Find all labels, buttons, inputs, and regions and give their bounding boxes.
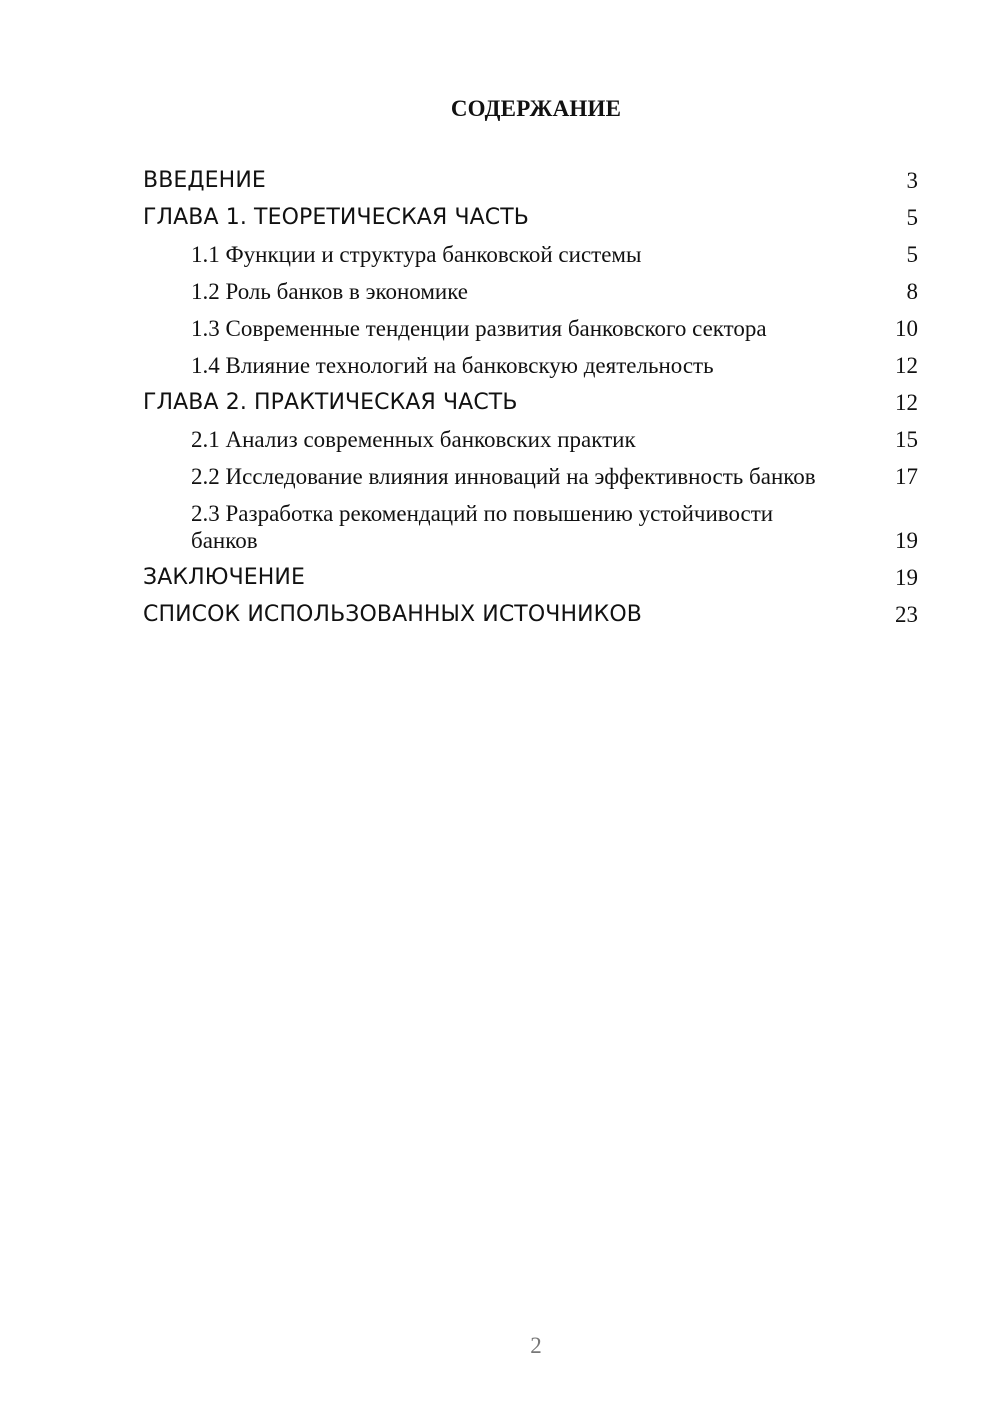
toc-entry-chapter-2 [143,389,918,416]
toc-entry-text: 1.1 Функции и структура банковской системы [191,242,642,267]
toc-entry-page: 12 [895,390,918,415]
toc-entry-page: 8 [906,279,918,304]
toc-entry-chapter-1 [143,204,918,231]
toc-entry-page: 19 [895,565,918,590]
toc-entry-section-1-4 [143,352,918,379]
toc-entry-text: 2.2 Исследование влияния инноваций на эффективность банков [191,464,816,489]
toc-entry-text: СПИСОК ИСПОЛЬЗОВАННЫХ ИСТОЧНИКОВ [143,602,642,627]
toc-entry-text: ЗАКЛЮЧЕНИЕ [143,565,305,590]
toc-entry-section-2-2 [143,463,918,490]
toc-entry-text: ГЛАВА 2. ПРАКТИЧЕСКАЯ ЧАСТЬ [143,390,518,415]
toc-entry-text: 2.1 Анализ современных банковских практик [191,427,636,452]
toc-entry-section-2-1 [143,426,918,453]
toc-entry-section-1-3 [143,315,918,342]
toc-entry-page: 23 [895,602,918,627]
toc-entry-references [143,601,918,628]
toc-entry-page: 5 [906,205,918,230]
toc-entry-page: 19 [895,528,918,553]
toc-entry-page: 10 [895,316,918,341]
page-number: 2 [530,1333,542,1358]
toc-entry-page: 12 [895,353,918,378]
toc-entry-section-2-3 [143,500,918,554]
toc-entry-text: 1.3 Современные тенденции развития банковского сектора [191,316,767,341]
toc-entry-section-1-1 [143,241,918,268]
table-of-contents [143,167,918,638]
page-title: СОДЕРЖАНИЕ [450,96,622,121]
toc-entry-page: 5 [906,242,918,267]
toc-entry-text: 1.2 Роль банков в экономике [191,279,468,304]
toc-entry-text: 2.3 Разработка рекомендаций по повышению устойчивости банков [191,501,774,553]
toc-entry-section-1-2 [143,278,918,305]
toc-entry-text: ГЛАВА 1. ТЕОРЕТИЧЕСКАЯ ЧАСТЬ [143,205,529,230]
toc-entry-conclusion [143,564,918,591]
toc-entry-introduction [143,167,918,194]
toc-entry-text: 1.4 Влияние технологий на банковскую деятельность [191,353,714,378]
toc-entry-page: 3 [906,168,918,193]
toc-entry-text: ВВЕДЕНИЕ [143,168,266,193]
toc-entry-page: 15 [895,427,918,452]
toc-entry-page: 17 [895,464,918,489]
